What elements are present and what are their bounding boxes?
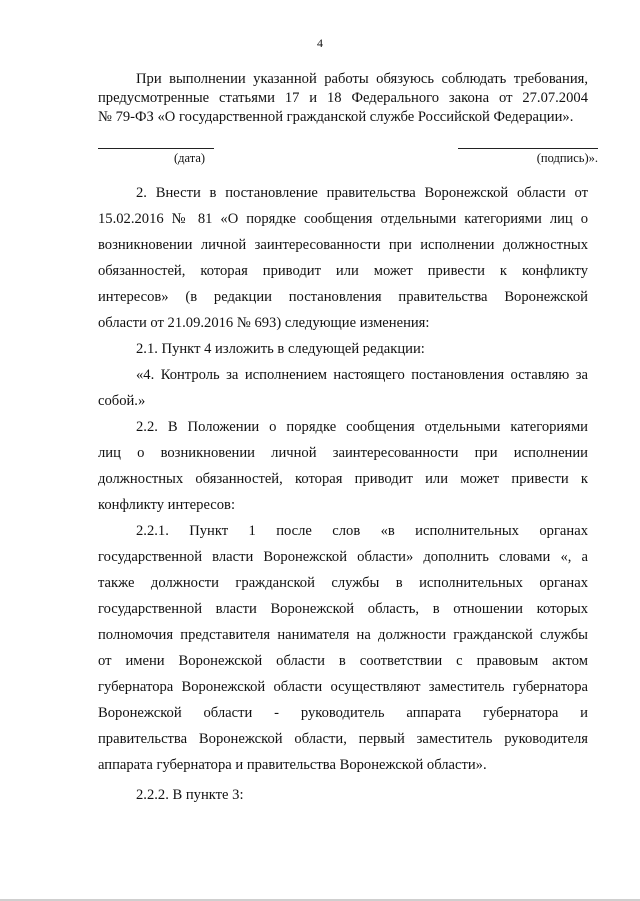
intro-paragraph — [98, 70, 588, 127]
text-line: 15.02.2016 № 81 «О порядке сообщения отдельными категориями лиц о — [98, 211, 588, 227]
text-line: области от 21.09.2016 № 693) следующие изменения: — [98, 315, 430, 331]
text-line: 2.2.2. В пункте 3: — [136, 787, 244, 803]
text-line: губернатора Воронежской области осуществляют заместитель губернатора — [98, 679, 588, 695]
text-line: интересов» (в редакции постановления правительства Воронежской — [98, 289, 588, 305]
text-line: 2.2. В Положении о порядке сообщения отдельными категориями — [136, 419, 588, 435]
date-label: (дата) — [174, 151, 206, 165]
text-line: «4. Контроль за исполнением настоящего постановления оставляю за — [136, 367, 588, 383]
signature-line — [458, 148, 598, 149]
text-line: от имени Воронежской области в соответствии с правовым актом — [98, 653, 588, 669]
text-line: государственной власти Воронежской области» дополнить словами «, а — [98, 549, 588, 565]
page-number: 4 — [317, 36, 323, 50]
text-line: обязанностей, которая приводит или может привести к конфликту — [98, 263, 588, 279]
text-line: правительства Воронежской области, первый заместитель руководителя — [98, 731, 588, 747]
text-line: полномочия представителя нанимателя на должности гражданской службы — [98, 627, 588, 643]
text-line: 2.1. Пункт 4 изложить в следующей редакции: — [136, 341, 425, 357]
text-line: также должности гражданской службы в исполнительных органах — [98, 575, 588, 591]
text-line: Воронежской области - руководитель аппарата губернатора и — [98, 705, 588, 721]
text-line: конфликту интересов: — [98, 497, 236, 513]
text-line: 2. Внести в постановление правительства Воронежской области от — [136, 185, 588, 201]
body-text — [98, 180, 588, 808]
signature-label: (подпись)». — [536, 151, 598, 165]
text-line: 2.2.1. Пункт 1 после слов «в исполнительных органах — [136, 523, 588, 539]
text-line: № 79-ФЗ «О государственной гражданской службе Российской Федерации». — [98, 109, 574, 125]
date-line — [98, 148, 214, 149]
text-line: предусмотренные статьями 17 и 18 Федерального закона от 27.07.2004 — [98, 90, 588, 106]
signature-row — [98, 148, 598, 168]
text-line: государственной власти Воронежской область, в отношении которых — [98, 601, 588, 617]
text-line: При выполнении указанной работы обязуюсь соблюдать требования, — [136, 71, 588, 87]
text-line: должностных обязанностей, которая приводит или может привести к — [98, 471, 588, 487]
text-line: собой.» — [98, 393, 146, 409]
text-line: аппарата губернатора и правительства Воронежской области». — [98, 757, 487, 773]
text-line: возникновении личной заинтересованности при исполнении должностных — [98, 237, 588, 253]
text-line: лиц о возникновении личной заинтересованности при исполнении — [98, 445, 588, 461]
